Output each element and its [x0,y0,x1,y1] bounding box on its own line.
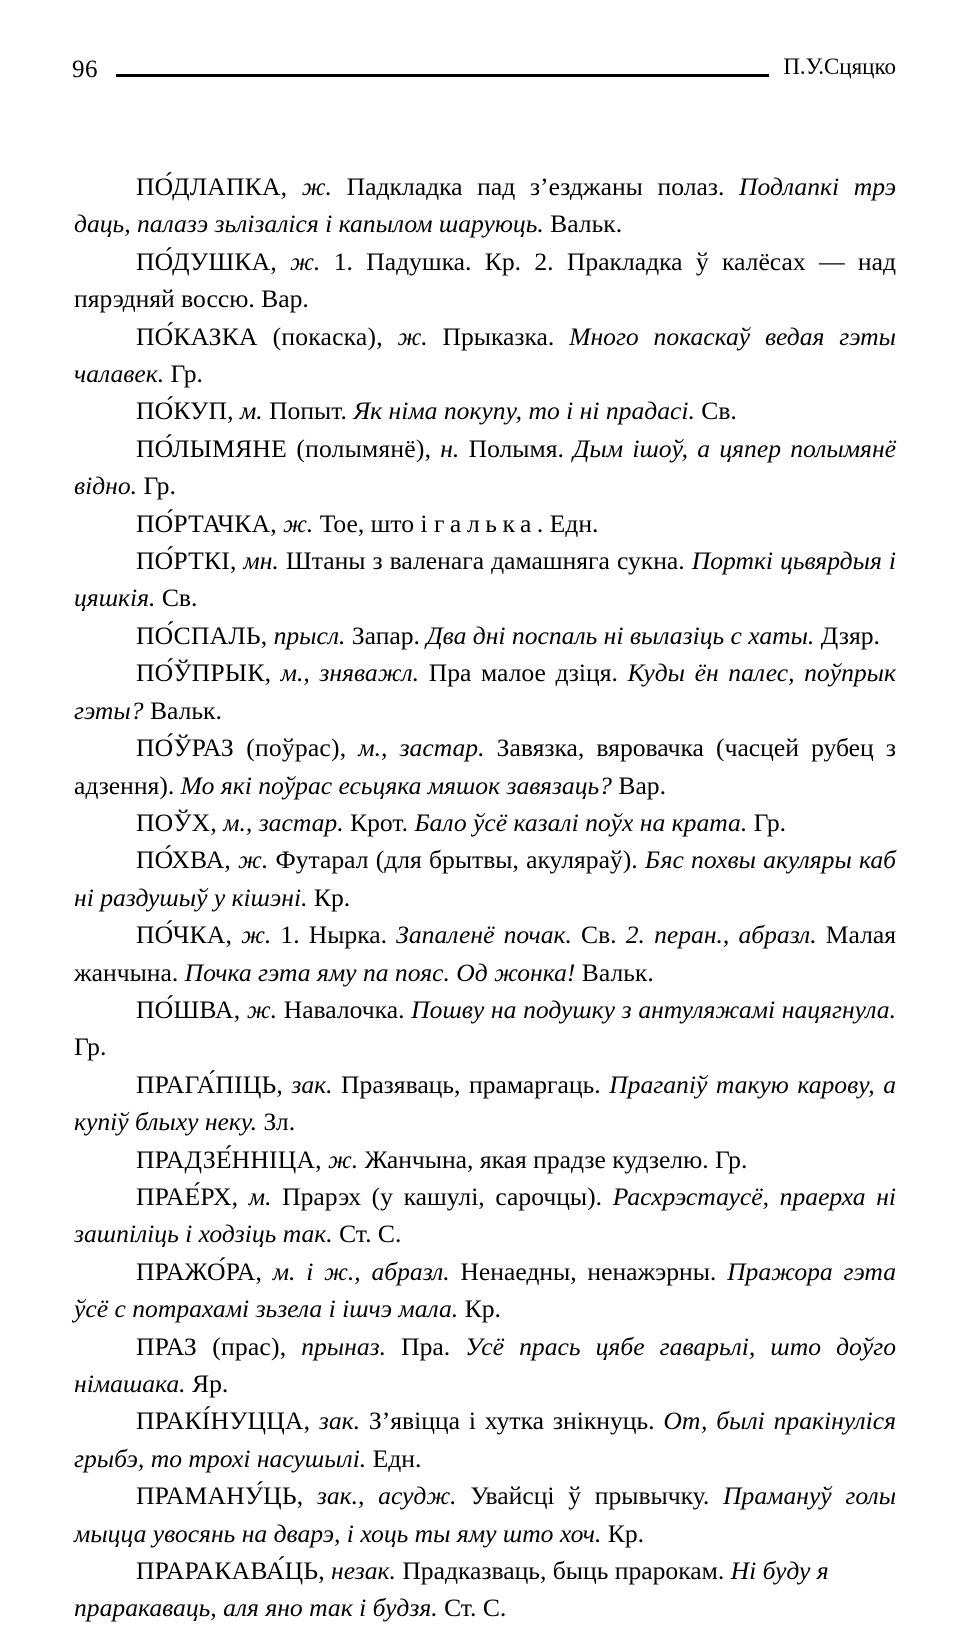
entry-xref: галька [433,508,537,538]
entry-headword: ПРАЗ (прас) [136,1331,280,1361]
dictionary-entry: ПО́ШВА, ж. Навалочка. Пошву на подушку з антуляжамі нацягнула. Гр. [74,994,896,1062]
entry-source: Ст. С. [444,1593,507,1623]
entry-labels: ж. [283,508,314,538]
dictionary-entry: ПРАЖО́РА, м. і ж., абразл. Ненаедны, ненажэрны. Пражора гэта ўсё с потрахамі зьзела і ішчэ мала. Кр. [74,1256,897,1324]
entry-labels: м. [248,1181,272,1211]
entry-source: Гр. [74,1032,107,1062]
entry-sense2-definition: Малая жанчына. [74,920,896,987]
entry-definition: Жанчына, якая прадзе кудзелю. [364,1144,709,1174]
dictionary-entry: ПРАЕ́РХ, м. Прарэх (у кашулі, сарочцы). Расхрэстаусё, праерха ні зашпіліць і ходзіць так. Ст. С. [74,1181,897,1249]
entry-source: Дзяр. [820,620,880,650]
entry-headword: ПРАЖО́РА [136,1256,256,1286]
dictionary-entry: ПО́ДУШКА, ж. 1. Падушка. Кр. 2. Пракладка ў калёсах — над пярэдняй воссю. Вар. [74,246,897,314]
entry-labels: ж. [241,920,272,950]
entry-labels: м., зняважл. [280,658,420,688]
entry-headword: ПО́ШВА [136,994,234,1024]
entry-definition: Празяваць, прамаргаць. [341,1069,601,1099]
entry-source: Гр. [170,359,203,389]
entry-source: Ст. С. [339,1219,402,1249]
entry-labels: ж. [327,1144,359,1174]
entry-headword: ПО́ЧКА [136,920,226,950]
entry-definition: Полымя. [468,433,564,463]
entry-source: Гр. [753,807,787,837]
entry-headword: ПО́РТАЧКА [136,508,271,538]
entry-quote: Много покаскаў ведая гэты чалавек. [74,321,896,389]
entry-headword: ПО́ЛЫМЯНЕ (полымянё) [136,433,425,463]
entry-quote: От, былі пракінуліся грыбэ, то трохі насушылі. [74,1406,896,1473]
entry-headword: ПО́ДУШКА [136,246,271,276]
entry-quote: Подлапкі трэ даць, палазэ зьлізаліся і капылом шаруюць. [74,172,896,239]
dictionary-entry: ПОЎХ, м., застар. Крот. Бало ўсё казалі поўх на крата. Гр. [136,807,787,837]
dictionary-entry: ПО́РТКІ, мн. Штаны з валенага дамашняга сукна. Порткі цьвярдыя і цяшкія. Св. [74,546,897,613]
entry-labels: м. [239,396,263,426]
entry-source: Кр. [464,1294,501,1324]
entry-headword: ПОЎХ [136,807,211,837]
entry-definition: Прарэх (у кашулі, сарочцы). [282,1181,603,1211]
entry-headword: ПРАРАКАВА́ЦЬ [136,1556,319,1586]
entry-source: Св. [161,583,198,613]
entry-labels: м., застар. [358,733,485,763]
entry-source: Зл. [263,1107,296,1137]
dictionary-entry: ПО́ДЛАПКА, ж. Падкладка пад з’езджаны полаз. Подлапкі трэ даць, палазэ зьлізаліся і капылом шаруюць. Вальк. [74,172,896,239]
dictionary-entry-list [74,168,896,1627]
entry-quote: Бяс похвы акуляры каб ні раздушыў у кішэні. [74,845,897,912]
entry-labels: прысл. [273,620,346,650]
dictionary-entry: ПРАГА́ПІЦЬ, зак. Празяваць, прамаргаць. Прагапіў такую карову, а купіў блыху неку. Зл. [74,1069,897,1137]
entry-source: Яр. [192,1369,229,1398]
dictionary-entry: ПО́ХВА, ж. Футарал (для брытвы, акуляраў). Бяс похвы акуляры каб ні раздушыў у кішэні. Кр. [74,845,897,912]
entry-quote: Пошву на подушку з антуляжамі нацягнула. [411,994,896,1024]
entry-headword: ПО́ЎРАЗ (поўрас) [136,733,340,763]
entry-labels: ж. [246,994,278,1024]
entry-labels: прыназ. [301,1331,387,1361]
dictionary-entry: ПО́КУП, м. Попыт. Як німа покупу, то і ні прадасі. Св. [136,396,737,426]
dictionary-entry: ПРАМАНУ́ЦЬ, зак., асудж. Увайсці ў прывычку. Прамануў голы мыцца увосянь на дварэ, і хоць ты яму што хоч. Кр. [74,1481,897,1548]
header-divider-rule [116,74,769,77]
dictionary-entry: ПРАРАКАВА́ЦЬ, незак. Прадказваць, быць прарокам. Ні буду я праракаваць, аля яно так і будзя. Ст. С. [74,1556,829,1623]
entry-quote: Куды ён палес, поўпрык гэты? [74,658,896,725]
entry-sense2-labels: 2. перан., абразл. [625,920,817,950]
entry-source: Гр. [143,471,176,501]
dictionary-entry: ПО́СПАЛЬ, прысл. Запар. Два дні поспаль ні вылазіць с хаты. Дзяр. [136,620,880,650]
entry-definition: Прадказваць, быць прарокам. [402,1556,725,1586]
entry-labels: зак. [318,1406,361,1436]
entry-definition: Пра малое дзіця. [428,658,618,688]
entry-definition: Штаны з валенага дамашняга сукна. [285,546,685,576]
entry-source: Св. [581,920,617,950]
entry-quote: Усё прась цябе гаварьлі, што доўго німашака. [74,1331,896,1398]
entry-quote: Порткі цьвярдыя і цяшкія. [74,546,897,613]
entry-definition: Падкладка пад з’езджаны полаз. [346,172,725,201]
entry-definition: 1. Падушка. Кр. 2. Пракладка ў калёсах — над пярэдняй воссю. [74,246,897,314]
entry-labels: мн. [243,546,279,576]
dictionary-entry: ПО́РТАЧКА, ж. Тое, што і галька. Едн. [136,508,599,538]
entry-definition: Футарал (для брытвы, акуляраў). [275,845,638,875]
entry-sense2-source: Вальк. [581,957,654,987]
entry-quote: Мо які поўрас есьцяка мяшок завязаць? [180,770,612,800]
entry-headword: ПРАДЗЕ́ННІЦА [136,1144,316,1174]
entry-definition: Навалочка. [283,994,405,1024]
entry-labels: ж. [301,172,332,201]
entry-definition: Пра. [401,1331,451,1361]
page-number: 96 [72,56,98,83]
entry-labels: ж. [290,246,321,276]
entry-definition: Прыказка. [442,321,555,351]
entry-definition: Тое, што і [319,508,428,538]
dictionary-entry: ПРАДЗЕ́ННІЦА, ж. Жанчына, якая прадзе кудзелю. Гр. [136,1144,748,1174]
entry-quote: Два дні поспаль ні вылазіць с хаты. [426,620,815,650]
running-head [72,44,896,84]
entry-quote: Як німа покупу, то і ні прадасі. [353,396,695,426]
entry-source: Едн. [549,508,599,538]
dictionary-entry: ПО́ЧКА, ж. 1. Нырка. Запаленё почак. Св. 2. перан., абразл. Малая жанчына. Почка гэта яму па пояс. Од жонка! Вальк. [74,920,896,987]
dictionary-entry: ПРАКІ́НУЦЦА, зак. З’явіцца і хутка знікнуць. От, былі пракінуліся грыбэ, то трохі насушылі. Едн. [74,1406,896,1473]
entry-labels: зак., асудж. [316,1481,457,1511]
entry-headword: ПРАГА́ПІЦЬ [136,1069,277,1099]
dictionary-entry: ПРАЗ (прас), прыназ. Пра. Усё прась цябе гаварьлі, што доўго німашака. Яр. [74,1331,896,1398]
entry-source: Вальк. [550,209,623,239]
entry-headword: ПРАЕ́РХ [136,1181,232,1211]
entry-labels: м., застар. [223,807,344,837]
entry-sense2-quote: Почка гэта яму па пояс. Од жонка! [184,957,576,987]
entry-source: Кр. [313,882,351,912]
entry-definition: Ненаедны, ненажэрны. [460,1256,717,1286]
entry-quote: Ні буду я праракаваць, аля яно так і будзя. [74,1556,829,1623]
entry-definition: Увайсці ў прывычку. [470,1481,710,1511]
entry-source: Вар. [618,770,667,800]
entry-headword: ПО́ХВА [136,845,225,875]
running-head-author: П.У.Сцяцко [783,54,896,79]
entry-headword: ПРАКІ́НУЦЦА [136,1406,304,1436]
dictionary-entry: ПО́КАЗКА (покаска), ж. Прыказка. Много покаскаў ведая гэты чалавек. Гр. [74,321,896,389]
entry-labels: м. і ж., абразл. [272,1256,450,1286]
entry-source: Гр. [715,1144,748,1174]
entry-definition: Запар. [351,620,420,650]
entry-labels: н. [440,433,460,463]
entry-source: Вальк. [149,695,222,725]
entry-headword: ПРАМАНУ́ЦЬ [136,1481,297,1511]
entry-quote: Запаленё почак. [396,920,572,950]
dictionary-entry: ПО́ЛЫМЯНЕ (полымянё), н. Полымя. Дым ішоў, а цяпер полымянё відно. Гр. [74,433,896,501]
entry-quote: Расхрэстаусё, праерха ні зашпіліць і ходзіць так. [74,1181,897,1249]
entry-quote: Прагапіў такую карову, а купіў блыху неку. [74,1069,897,1137]
entry-quote: Пражора гэта ўсё с потрахамі зьзела і ішчэ мала. [74,1256,897,1324]
entry-source: Кр. [607,1518,645,1548]
entry-headword: ПО́ЎПРЫК [136,658,265,688]
entry-quote: Бало ўсё казалі поўх на крата. [414,807,748,837]
entry-definition: З’явіцца і хутка знікнуць. [368,1406,655,1436]
entry-labels: незак. [331,1556,396,1586]
entry-definition: Завязка, вяровачка (часцей рубец з адзення). [74,733,896,800]
entry-quote: Прамануў голы мыцца увосянь на дварэ, і хоць ты яму што хоч. [74,1481,897,1548]
entry-labels: ж. [238,845,269,875]
entry-definition: 1. Нырка. [280,920,388,950]
entry-labels: зак. [291,1069,333,1099]
entry-source: Едн. [372,1443,422,1473]
entry-source: Св. [701,396,737,426]
entry-headword: ПО́СПАЛЬ [136,620,261,650]
dictionary-entry: ПО́ЎПРЫК, м., зняважл. Пра малое дзіця. Куды ён палес, поўпрык гэты? Вальк. [74,658,896,725]
entry-headword: ПО́КАЗКА (покаска) [136,321,377,351]
entry-definition: Крот. [350,807,409,837]
entry-definition: Попыт. [269,396,347,426]
dictionary-entry: ПО́ЎРАЗ (поўрас), м., застар. Завязка, вяровачка (часцей рубец з адзення). Мо які поўрас есьцяка мяшок завязаць? Вар. [74,733,896,800]
entry-headword: ПО́РТКІ [136,546,230,576]
entry-source: Вар. [261,284,309,314]
entry-headword: ПО́КУП [136,396,228,426]
entry-labels: ж. [397,321,428,351]
entry-headword: ПО́ДЛАПКА [136,172,281,201]
entry-quote: Дым ішоў, а цяпер полымянё відно. [74,433,896,501]
